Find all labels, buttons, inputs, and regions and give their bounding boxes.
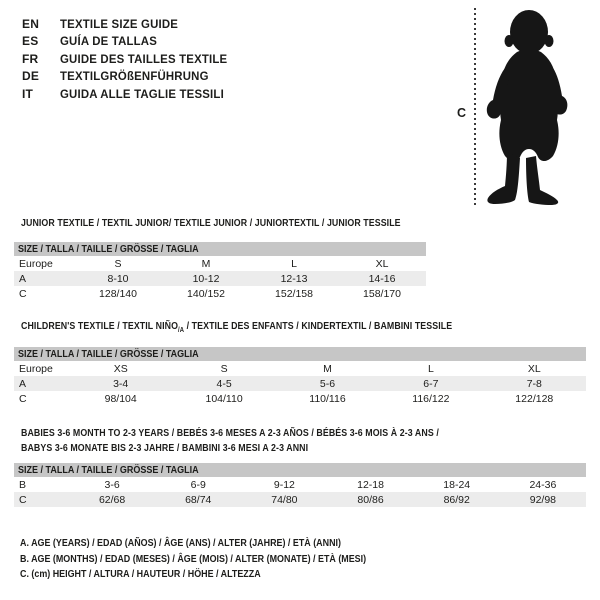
language-title-list xyxy=(22,15,236,103)
language-title: TEXTILE SIZE GUIDE xyxy=(60,16,179,31)
language-code: IT xyxy=(22,86,34,101)
language-code: DE xyxy=(22,69,40,84)
size-header-label: SIZE / TALLA / TAILLE / GRÖSSE / TAGLIA xyxy=(18,464,199,476)
table-cell: 5-6 xyxy=(276,376,379,391)
table-cell: M xyxy=(323,362,332,375)
table-cell: 14-16 xyxy=(338,271,426,286)
language-row-en xyxy=(22,15,236,33)
table-cell: 80/86 xyxy=(327,492,413,507)
size-header-label: SIZE / TALLA / TAILLE / GRÖSSE / TAGLIA xyxy=(18,348,199,360)
table-row-europe xyxy=(14,361,586,376)
row-label: C xyxy=(19,392,27,405)
table-row-europe xyxy=(14,256,426,271)
table-cell: 3-6 xyxy=(104,478,120,491)
table-cell: 74/80 xyxy=(241,492,327,507)
table-cell: 62/68 xyxy=(69,492,155,507)
language-title: TEXTILGRÖßENFÜHRUNG xyxy=(60,69,209,84)
table-cell: 122/128 xyxy=(515,392,554,405)
table-cell: 128/140 xyxy=(99,287,137,300)
table-cell: 152/158 xyxy=(275,287,313,300)
language-row-es xyxy=(22,33,236,51)
table-cell: 8-10 xyxy=(74,271,162,286)
table-cell: 6-7 xyxy=(379,376,482,391)
language-row-de xyxy=(22,68,236,86)
table-cell: 10-12 xyxy=(162,271,250,286)
table-cell: 104/110 xyxy=(205,392,243,405)
table-row-c xyxy=(14,286,426,301)
babies-size-table xyxy=(14,463,586,507)
table-row-c xyxy=(14,391,586,406)
table-cell: 116/122 xyxy=(412,392,450,405)
size-header-label: SIZE / TALLA / TAILLE / GRÖSSE / TAGLIA xyxy=(18,243,199,255)
table-cell: XL xyxy=(375,257,389,270)
table-cell: L xyxy=(291,257,297,270)
table-cell: 18-24 xyxy=(443,478,471,491)
language-row-fr xyxy=(22,50,236,68)
baby-silhouette-icon xyxy=(483,6,575,206)
table-cell: 86/92 xyxy=(414,492,500,507)
table-cell: 12-18 xyxy=(357,478,384,491)
measurement-legend xyxy=(20,536,427,583)
table-cell: 7-8 xyxy=(483,376,586,391)
table-cell: 158/170 xyxy=(363,287,401,300)
table-cell: 140/152 xyxy=(187,287,225,300)
table-cell: S xyxy=(220,362,228,375)
table-cell: 92/98 xyxy=(500,492,586,507)
language-code: EN xyxy=(22,16,40,31)
table-row-a xyxy=(14,271,426,286)
table-cell: 24-36 xyxy=(529,478,557,491)
children-table-title: CHILDREN'S TEXTILE / TEXTIL $NIÑO_{/A}$ / TEXTILE DES ENFANTS / KINDERTEXTIL / BAMBINI TESSILE xyxy=(21,320,453,335)
language-code: FR xyxy=(22,51,39,66)
table-cell: 9-12 xyxy=(273,478,295,491)
table-cell: XS xyxy=(113,362,128,375)
table-cell: L xyxy=(427,362,434,375)
title-subscript: /A xyxy=(178,327,185,335)
table-cell: 12-13 xyxy=(250,271,338,286)
table-row-b xyxy=(14,477,586,492)
legend-line-c: C. (cm) HEIGHT / ALTURA / HAUTEUR / HÖHE / ALTEZZA xyxy=(20,568,261,580)
table-row-a xyxy=(14,376,586,391)
row-label: A xyxy=(14,271,74,286)
table-row-c xyxy=(14,492,586,507)
table-cell: 3-4 xyxy=(69,376,172,391)
row-label: A xyxy=(14,376,69,391)
children-size-table xyxy=(14,347,586,406)
row-label: Europe xyxy=(19,362,53,375)
legend-line-b: B. AGE (MONTHS) / EDAD (MESES) / ÂGE (MOIS) / ALTER (MONATE) / ETÀ (MESI) xyxy=(20,552,367,565)
row-label: C xyxy=(19,287,27,300)
language-title: GUIDA ALLE TAGLIE TESSILI xyxy=(60,86,224,101)
height-c-label: C xyxy=(457,106,467,120)
language-code: ES xyxy=(22,34,39,49)
table-cell: S xyxy=(114,257,122,270)
size-header-row xyxy=(14,347,586,361)
legend-line-a: A. AGE (YEARS) / EDAD (AÑOS) / ÂGE (ANS) / ALTER (JAHRE) / ETÀ (ANNI) xyxy=(20,537,341,549)
language-row-it xyxy=(22,85,236,103)
row-label: Europe xyxy=(19,257,53,270)
babies-table-title: BABIES 3-6 MONTH TO 2-3 YEARS / BEBÉS 3-6 MESES A 2-3 AÑOS / BÉBÉS 3-6 MOIS À 2-3 ANS / BABYS 3-6 MONATE BIS 2-3 JAHRE / BAMBINI 3-6 MESI A 2-3 ANNI xyxy=(21,427,439,454)
table-cell: 6-9 xyxy=(190,478,206,491)
table-cell: 98/104 xyxy=(104,392,137,405)
junior-table-title: JUNIOR TEXTILE / TEXTIL JUNIOR/ TEXTILE JUNIOR / JUNIORTEXTIL / JUNIOR TESSILE xyxy=(21,217,401,229)
size-header-row xyxy=(14,242,426,256)
table-cell: 68/74 xyxy=(155,492,241,507)
row-label: C xyxy=(14,492,69,507)
language-title: GUIDE DES TAILLES TEXTILE xyxy=(60,51,228,66)
language-title: GUÍA DE TALLAS xyxy=(60,34,158,49)
junior-size-table xyxy=(14,242,426,301)
table-cell: 110/116 xyxy=(309,392,346,405)
height-dotted-line xyxy=(474,8,476,207)
table-cell: XL xyxy=(527,362,541,375)
table-cell: M xyxy=(201,257,211,270)
table-cell: 4-5 xyxy=(172,376,275,391)
row-label: B xyxy=(19,478,27,491)
size-header-row xyxy=(14,463,586,477)
